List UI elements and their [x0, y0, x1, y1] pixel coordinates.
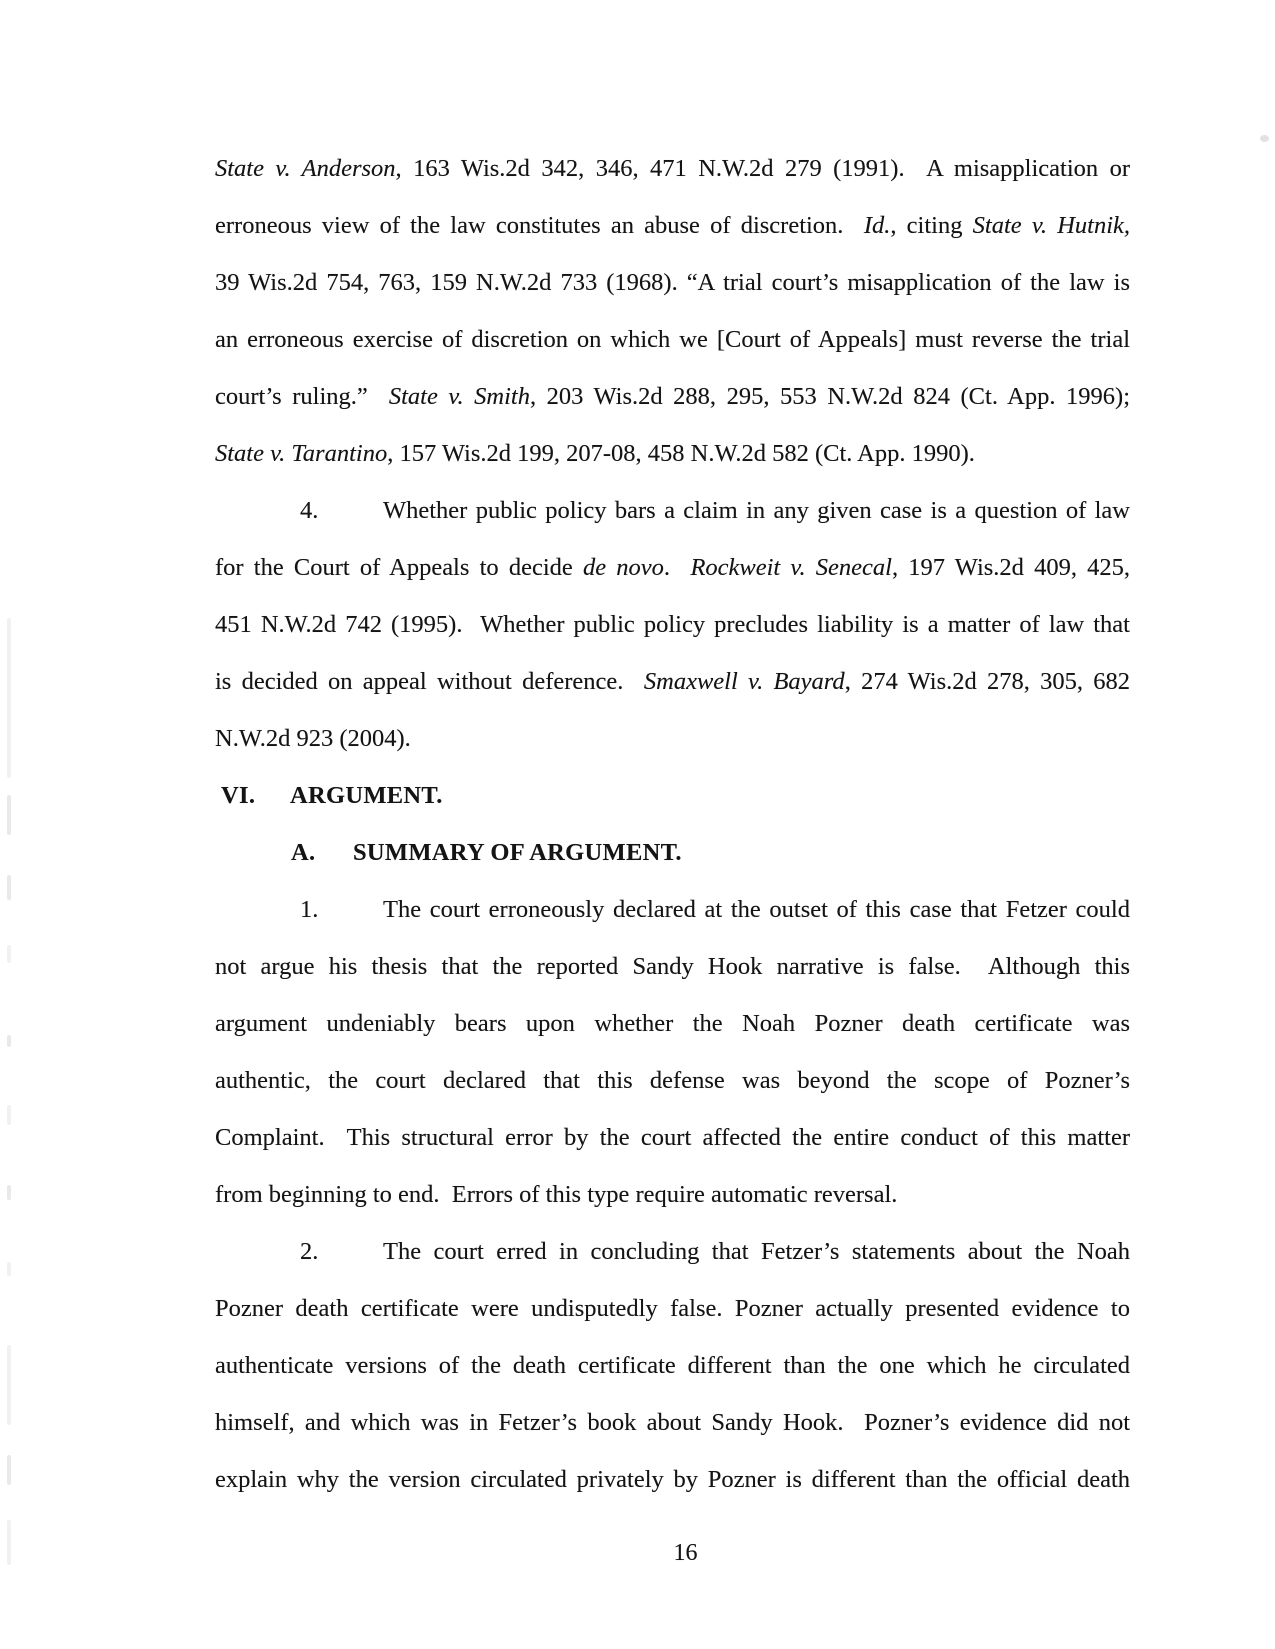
section-heading [215, 767, 1130, 824]
text-segment: is decided on appeal without deference. [215, 668, 644, 695]
scan-artifact [7, 618, 11, 778]
text-line [215, 368, 1130, 425]
text-segment: , 157 Wis.2d 199, 207-08, 458 N.W.2d 582 (Ct. App. 1990). [387, 440, 975, 467]
text-line [215, 140, 1130, 197]
text-segment: not argue his thesis that the reported Sandy Hook narrative is false. Although this [215, 953, 1130, 980]
text-segment: Whether public policy bars a claim in any given case is a question of law [383, 497, 1130, 524]
case-citation: Rockweit v. Senecal [690, 554, 892, 581]
scan-artifact [7, 875, 11, 900]
case-citation: Id. [863, 212, 891, 239]
document-body [215, 140, 1130, 1508]
text-line [215, 1280, 1130, 1337]
scan-artifact [7, 1105, 11, 1125]
text-segment: , citing [890, 212, 973, 239]
text-line [215, 938, 1130, 995]
text-segment: Pozner death certificate were undisputedly false. Pozner actually presented evidence to [215, 1295, 1130, 1322]
scan-artifact [7, 945, 11, 963]
scan-speck [1260, 135, 1269, 142]
paragraph-number: A. [291, 839, 316, 866]
text-segment: Complaint. This structural error by the court affected the entire conduct of this matter [215, 1124, 1130, 1151]
scan-artifact [7, 1185, 11, 1200]
paragraph-number: 4. [300, 497, 319, 524]
case-citation: State v. Hutnik, [972, 212, 1130, 239]
text-line [215, 254, 1130, 311]
section-heading [215, 824, 1130, 881]
text-segment: , 203 Wis.2d 288, 295, 553 N.W.2d 824 (Ct. App. 1996); [529, 383, 1130, 410]
text-segment: SUMMARY OF ARGUMENT. [353, 839, 682, 866]
text-line [215, 197, 1130, 254]
text-line [215, 311, 1130, 368]
text-segment: 39 Wis.2d 754, 763, 159 N.W.2d 733 (1968). “A trial court’s misapplication of the law is [215, 269, 1130, 296]
text-segment: The court erroneously declared at the outset of this case that Fetzer could [383, 896, 1130, 923]
text-segment: authentic, the court declared that this defense was beyond the scope of Pozner’s [215, 1067, 1130, 1094]
text-line [215, 1337, 1130, 1394]
text-line [215, 1223, 1130, 1280]
case-citation: State v. Anderson [215, 155, 396, 182]
text-segment: himself, and which was in Fetzer’s book about Sandy Hook. Pozner’s evidence did not [215, 1409, 1130, 1436]
case-citation: State v. Tarantino [215, 440, 388, 467]
text-segment: from beginning to end. Errors of this type require automatic reversal. [215, 1181, 898, 1208]
text-line [215, 482, 1130, 539]
paragraph-number: VI. [221, 782, 256, 809]
text-line [215, 1109, 1130, 1166]
scan-artifact [7, 795, 11, 835]
text-segment: an erroneous exercise of discretion on which we [Court of Appeals] must reverse the trial [215, 326, 1130, 353]
text-segment: erroneous view of the law constitutes an abuse of discretion. [215, 212, 864, 239]
scan-artifact [7, 1455, 11, 1485]
page-number: 16 [673, 1540, 698, 1566]
case-citation: Smaxwell v. Bayard [643, 668, 845, 695]
case-citation: State v. Smith [388, 383, 530, 410]
text-segment: argument undeniably bears upon whether the Noah Pozner death certificate was [215, 1010, 1130, 1037]
text-line [215, 1451, 1130, 1508]
text-segment: N.W.2d 923 (2004). [215, 725, 411, 752]
text-line [215, 710, 1130, 767]
text-segment: The court erred in concluding that Fetzer’s statements about the Noah [383, 1238, 1130, 1265]
text-segment: explain why the version circulated privately by Pozner is different than the official death [215, 1466, 1130, 1493]
text-segment: . [663, 554, 691, 581]
text-segment: court’s ruling.” [215, 383, 389, 410]
text-segment: ARGUMENT. [290, 782, 443, 809]
scan-artifact [7, 1345, 11, 1425]
text-segment: 451 N.W.2d 742 (1995). Whether public policy precludes liability is a matter of law that [215, 611, 1130, 638]
scan-artifact [7, 1035, 11, 1047]
case-citation: de novo [582, 554, 664, 581]
text-line [215, 539, 1130, 596]
text-segment: , 274 Wis.2d 278, 305, 682 [844, 668, 1130, 695]
text-segment: for the Court of Appeals to decide [215, 554, 583, 581]
text-line [215, 1052, 1130, 1109]
text-segment: , 197 Wis.2d 409, 425, [891, 554, 1130, 581]
text-line [215, 1166, 1130, 1223]
text-line [215, 653, 1130, 710]
paragraph-number: 1. [300, 896, 319, 923]
paragraph-number: 2. [300, 1238, 319, 1265]
text-segment: , 163 Wis.2d 342, 346, 471 N.W.2d 279 (1991). A misapplication or [395, 155, 1130, 182]
text-line [215, 881, 1130, 938]
text-line [215, 995, 1130, 1052]
text-line [215, 1394, 1130, 1451]
text-line [215, 425, 1130, 482]
text-line [215, 596, 1130, 653]
scan-artifact [7, 1520, 11, 1565]
scan-artifact [7, 1262, 11, 1276]
text-segment: authenticate versions of the death certificate different than the one which he circulated [215, 1352, 1130, 1379]
